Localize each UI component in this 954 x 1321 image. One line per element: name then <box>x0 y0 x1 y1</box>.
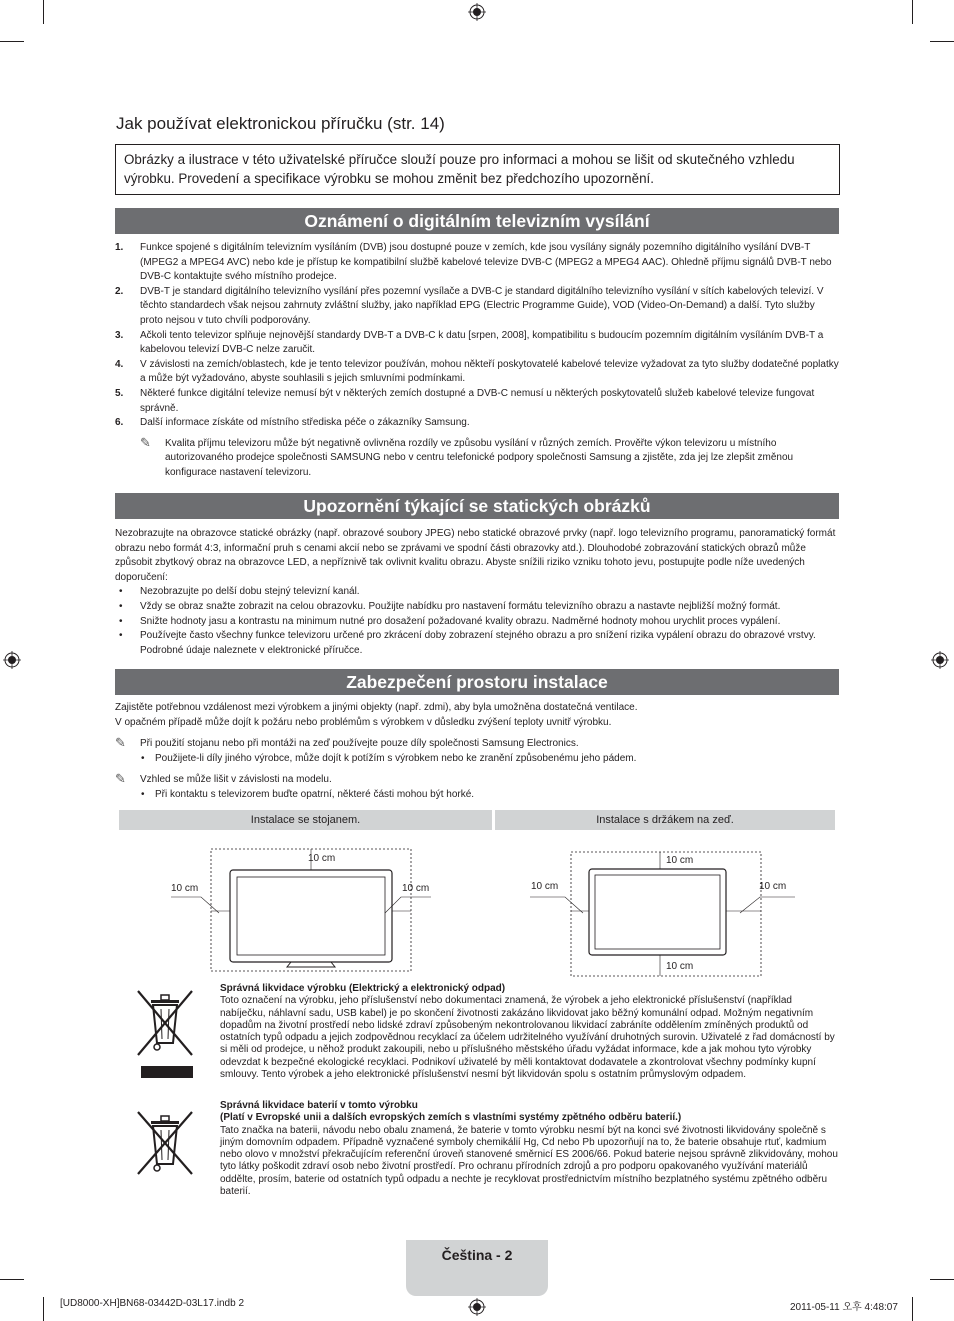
print-slug-left: [UD8000-XH]BN68-03442D-03L17.indb 2 <box>60 1298 245 1309</box>
dimension-label: 10 cm <box>666 961 694 972</box>
note: ✎ Vzhled se může lišit v závislosti na modelu. <box>115 771 332 787</box>
section-heading-digital-broadcast: Oznámení o digitálním televizním vysílání <box>115 208 839 234</box>
crop-mark <box>930 1279 954 1280</box>
crop-mark <box>43 1297 44 1321</box>
page-number-tab <box>406 1240 548 1296</box>
weee-subheading: (Platí v Evropské unii a dalších evropských zemích s vlastními systémy zpětného odběru baterií.) <box>220 1112 682 1124</box>
list-item: • Použijete-li díly jiného výrobce, může dojít k potížím s výrobkem nebo ke zranění způsobenému jeho pádem. <box>115 752 839 767</box>
crop-mark <box>912 0 913 24</box>
list-item: • Nezobrazujte po delší dobu stejný televizní kanál. <box>115 585 839 600</box>
weee-product-text <box>220 983 840 1081</box>
list-item: • Snižte hodnoty jasu a kontrastu na minimum nutné pro dosažení požadované kvality obrazu. Nadměrné hodnoty mohou urychlit proces vypálení. <box>115 615 839 630</box>
pencil-note-icon: ✎ <box>115 771 126 787</box>
list-item: 5. Některé funkce digitální televize nemusí být v některých zemích dostupné a DVB-C nemusí u některých poskytovatelů služeb kabelové televize fungovat správně. <box>115 387 815 414</box>
notice-box: Obrázky a ilustrace v této uživatelské příručce slouží pouze pro informaci a mohou se lišit od skutečného vzhledu výrobku. Provedení a specifikace výrobku se mohou změnit bez předchozího upozornění. <box>115 144 840 195</box>
list-item: 6. Další informace získáte od místního střediska péče o zákazníky Samsung. <box>115 417 470 429</box>
paragraph: Zajistěte potřebnou vzdálenost mezi výrobkem a jinými objekty (např. zdmi), aby byla umožněna dostatečná ventilace. <box>115 702 638 713</box>
crop-mark <box>912 1297 913 1321</box>
registration-mark-icon <box>931 651 949 669</box>
paragraph: V opačném případě může dojít k požáru nebo problémům s výrobkem v důsledku zvýšení teploty uvnitř výrobku. <box>115 716 612 728</box>
pencil-note-icon: ✎ <box>115 735 126 751</box>
crop-mark <box>43 0 44 24</box>
list-item: 1. Funkce spojené s digitálním televizním vysíláním (DVB) jsou dostupné pouze v zemích, kde jsou vysílány signály pozemního digitálního vysílání DVB-T (MPEG2 a MPEG4 AVC) nebo kde je přístup ke kompatibilní službě kabelové televize DVB-C (MPEG2 a MPEG4 AAC). Ohledně příjmu signálů DVB-T nebo DVB-C kontaktujte svého místního prodejce. <box>115 242 832 283</box>
note: ✎ Při použití stojanu nebo při montáži na zeď používejte pouze díly společnosti Samsung Electronics. <box>115 735 579 751</box>
page-title: Jak používat elektronickou příručku (str. 14) <box>116 114 445 133</box>
digital-broadcast-list <box>115 241 839 481</box>
crossed-out-bin-icon <box>135 985 195 1080</box>
list-item: 2. DVB-T je standard digitálního televizního vysílání přes pozemní vysílače a DVB-C je standard digitálního televizního vysílání v sítích kabelových televizí. V těchto standardech však nejsou zahrnuty zvláštní služby, jako například EPG (Electric Programme Guide), VOD (Video-On-Demand) a další. Tyto služby proto nejsou v tuto chvíli podporovány. <box>115 285 824 326</box>
note: ✎ Kvalita příjmu televizoru může být negativně ovlivněna rozdíly ve způsobu vysílání v různých zemích. Prověřte výkon televizoru u místního autorizovaného prodejce společnosti SAMSUNG nebo v centru telefonické podpory společnosti Samsung a zjistěte, zda jej lze zlepšit změnou konfigurace nastavení televizoru. <box>140 434 794 478</box>
weee-heading: Správná likvidace výrobku (Elektrický a elektronický odpad) <box>220 983 506 994</box>
page-number: Čeština - 2 <box>441 1247 513 1263</box>
weee-heading: Správná likvidace baterií v tomto výrobku <box>220 1100 418 1111</box>
crossed-out-battery-bin-icon <box>135 1108 195 1178</box>
static-images-text <box>115 527 839 658</box>
crop-mark <box>0 1279 24 1280</box>
wall-mount-installation-diagram <box>495 835 835 980</box>
registration-mark-icon <box>3 651 21 669</box>
registration-mark-icon <box>468 1298 486 1316</box>
dimension-label: 10 cm <box>531 881 559 892</box>
column-header-stand: Instalace se stojanem. <box>119 810 492 830</box>
list-item: 3. Ačkoli tento televizor splňuje nejnovější standardy DVB-T a DVB-C k datu [srpen, 2008], kompatibilitu s budoucím pozemním digitálním vysíláním DVB-T a kabelovou televizí DVB-C nelze zaručit. <box>115 329 824 356</box>
stand-installation-diagram <box>119 835 492 975</box>
dimension-label: 10 cm <box>171 883 199 894</box>
crop-mark <box>0 41 24 42</box>
dimension-label: 10 cm <box>402 883 430 894</box>
list-item: • Při kontaktu s televizorem buďte opatrní, některé části mohou být horké. <box>115 788 839 803</box>
section-heading-static-images: Upozornění týkající se statických obrázků <box>115 493 839 519</box>
column-header-wall-mount: Instalace s držákem na zeď. <box>495 810 835 830</box>
paragraph: Toto označení na výrobku, jeho příslušenství nebo dokumentaci znamená, že výrobek a jeho elektronické příslušenství (například nabíječku, náhlavní sadu, USB kabel) je po skončení životnosti zakázáno likvidovat jako běžný komunální odpad. Možným negativním dopadům na životní prostředí nebo lidské zdraví způsobeným nekontrolovanou likvidací zabráníte oddělením zmíněných produktů od ostatních typů odpadu a jejich zodpovědnou recyklací za účelem udržitelného využívání druhotných surovin. Uživatelé z řad domácností by si měli od prodejce, u něhož produkt zakoupili, nebo u příslušného městského úřadu vyžádat informace, kde a jak mohou tyto výrobky odevzdat k bezpečné ekologické recyklaci. Podnikoví uživatelé by měli kontaktovat dodavatele a zkontrolovat všechny podmínky kupní smlouvy. Tento výrobek a jeho elektronické příslušenství nesmí být likvidován spolu s ostatním průmyslovým odpadem. <box>220 995 835 1081</box>
print-slug-right: 2011-05-11 오후 4:48:07 <box>790 1302 898 1313</box>
pencil-note-icon: ✎ <box>140 434 151 450</box>
list-item: 4. V závislosti na zemích/oblastech, kde je tento televizor používán, mohou někteří poskytovatelé kabelové televize vyžadovat za tyto služby dodatečné poplatky a může být vyžadováno, abyste souhlasili s jejich smluvními podmínkami. <box>115 358 839 385</box>
dimension-label: 10 cm <box>308 853 336 864</box>
installation-text <box>115 701 839 803</box>
paragraph: Nezobrazujte na obrazovce statické obrázky (např. obrazové soubory JPEG) nebo statické obrazové prvky (např. logo televizního programu, panoramatický formát obrazu nebo formát 4:3, informační pruh s cenami akcií nebo se zprávami ve spodní části obrazovky atd.). Dlouhodobé zobrazování statických obrazů může způsobit zbytkový obraz na obrazovce LED, a nepříznivě tak ovlivnit kvalitu obrazu. Abyste snížili riziko vzniku tohoto jevu, postupujte podle níže uvedených doporučení: <box>115 528 836 583</box>
crop-mark <box>930 41 954 42</box>
paragraph: Tato značka na baterii, návodu nebo obalu znamená, že baterie v tomto výrobku nesmí být na konci své životnosti likvidovány společně s jiným domovním odpadem. Případně vyznačené symboly chemikálií Hg, Cd nebo Pb upozorňují na to, že baterie obsahuje rtuť, kadmium nebo olovo v množství překračujícím referenční úroveň stanovené směrnicí ES 2006/66. Pokud baterie nejsou správně zlikvidovány, mohou tyto látky poškodit zdraví osob nebo životní prostředí. Pro ochranu přírodních zdrojů a pro podporu opakovaného využívání materiálů oddělte, prosím, baterie od ostatních typů odpadu a nechte je recyklovat prostřednictvím místního bezplatného systému zpětného odběru baterií. <box>220 1124 838 1198</box>
dimension-label: 10 cm <box>759 881 787 892</box>
dimension-label: 10 cm <box>666 855 694 866</box>
list-item: • Vždy se obraz snažte zobrazit na celou obrazovku. Použijte nabídku pro nastavení formátu televizního obrazu a nastavte nejbližší možný formát. <box>115 600 839 615</box>
section-heading-installation-space: Zabezpečení prostoru instalace <box>115 669 839 695</box>
registration-mark-icon <box>468 3 486 21</box>
list-item: • Používejte často všechny funkce televizoru určené pro zkrácení doby zobrazení stejného obrazu a pro snížení rizika vypálení obrazu do obrazové vrstvy. Podrobné údaje naleznete v elektronické příručce. <box>115 629 839 658</box>
weee-battery-text <box>220 1100 840 1198</box>
